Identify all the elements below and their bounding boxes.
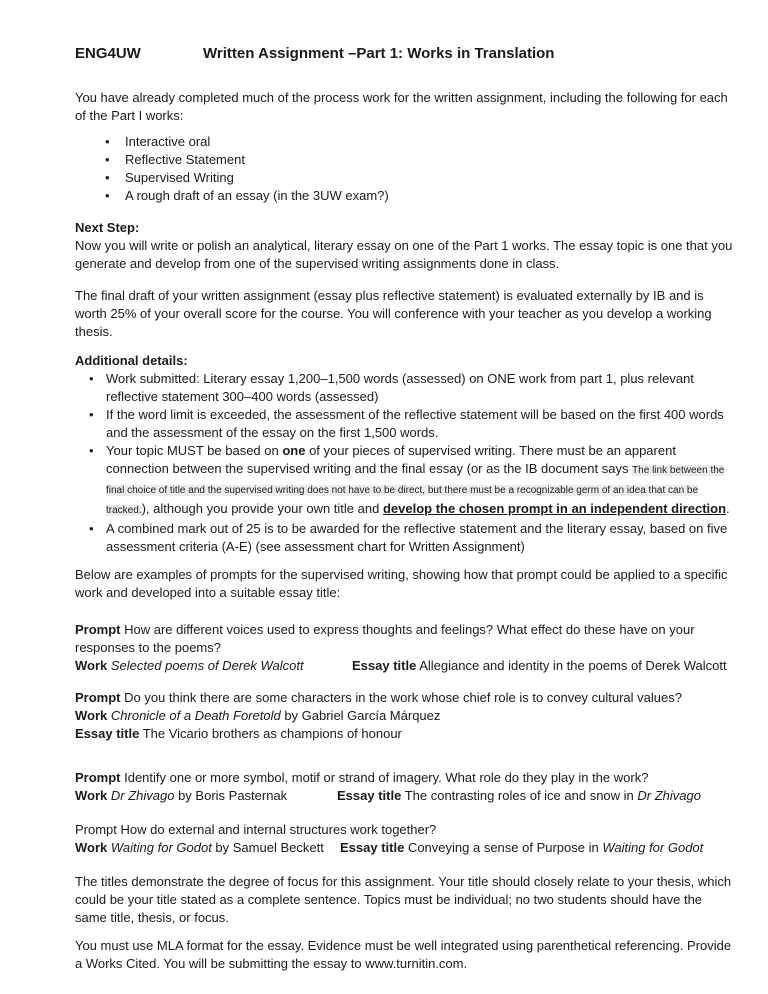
list-item: • Interactive oral — [75, 133, 735, 151]
additional-details-section — [75, 352, 735, 556]
additional-list — [75, 370, 735, 556]
next-step-section — [75, 219, 735, 273]
next-step-text: Now you will write or polish an analytical, literary essay on one of the Part 1 works. The essay topic is one that you generate and develop from one of the supervised writing assignments done in class. — [75, 238, 733, 271]
list-item: • Supervised Writing — [75, 169, 735, 187]
titles-note: The titles demonstrate the degree of focus for this assignment. Your title should closely relate to your thesis, which could be your title stated as a complete sentence. Topics must be individual; no two students should have the same title, thesis, or focus. — [75, 874, 732, 925]
examples-intro: Below are examples of prompts for the supervised writing, showing how that prompt could be applied to a specific work and developed into a suitable essay title: — [75, 567, 728, 600]
list-item: • Reflective Statement — [75, 151, 735, 169]
additional-heading: Additional details: — [75, 353, 188, 368]
example-3: Prompt Identify one or more symbol, motif or strand of imagery. What role do they play in the work? Work Dr Zhivago by Boris Pasternak Essay title The contrasting roles of ice and snow in Dr Zhivago — [75, 770, 701, 803]
example-2: Prompt Do you think there are some characters in the work whose chief role is to convey cultural values? Work Chronicle of a Death Foretold by Gabriel García Márquez Essay title The Vicario brothers as champions of honour — [75, 690, 682, 741]
ib-quote: The link between the final choice of title and the supervised writing does not have to be direct, but there must be a recognizable germ of an idea that can be tracked. — [106, 465, 725, 516]
course-code: ENG4UW — [75, 45, 141, 62]
example-4: Prompt How do external and internal structures work together? Work Waiting for Godot by Samuel Beckett Essay title Conveying a sense of Purpose in Waiting for Godot — [75, 822, 704, 855]
example-1: Prompt How are different voices used to express thoughts and feelings? What effect do these have on your responses to the poems? Work Selected poems of Derek Walcott Essay title Allegiance and identity in the poems of Derek Walcott — [75, 622, 727, 673]
list-item: • A rough draft of an essay (in the 3UW exam?) — [75, 187, 735, 205]
process-list — [75, 133, 735, 205]
final-draft-paragraph: The final draft of your written assignment (essay plus reflective statement) is evaluated externally by IB and is worth 25% of your overall score for the course. You will conference with your teacher as you develop a working thesis. — [75, 288, 712, 339]
list-item: • If the word limit is exceeded, the assessment of the reflective statement will be based on the first 400 words and the assessment of the essay on the first 1,500 words. — [75, 406, 735, 442]
emphasis-text: develop the chosen prompt in an independent direction — [382, 501, 727, 516]
page-title: Written Assignment –Part 1: Works in Translation — [203, 45, 555, 62]
list-item: • Your topic MUST be based on one of your pieces of supervised writing. There must be an apparent connection between the supervised writing and the final essay (or as the IB document says The link between the final choice of title and the supervised writing does not have to be direct, but there must be a recognizable germ of an idea that can be tracked.), although you provide your own title and develop the chosen prompt in an independent direction. — [75, 442, 735, 520]
next-step-heading: Next Step: — [75, 220, 140, 235]
list-item: • A combined mark out of 25 is to be awarded for the reflective statement and the literary essay, based on five assessment criteria (A-E) (see assessment chart for Written Assignment) — [75, 520, 735, 556]
list-item: • Work submitted: Literary essay 1,200–1,500 words (assessed) on ONE work from part 1, plus relevant reflective statement 300–400 words (assessed) — [75, 370, 735, 406]
mla-note: You must use MLA format for the essay. Evidence must be well integrated using parenthetical referencing. Provide a Works Cited. You will be submitting the essay to www.turnitin.com. — [75, 938, 732, 971]
intro-paragraph: You have already completed much of the process work for the written assignment, including the following for each of the Part I works: — [75, 90, 728, 123]
